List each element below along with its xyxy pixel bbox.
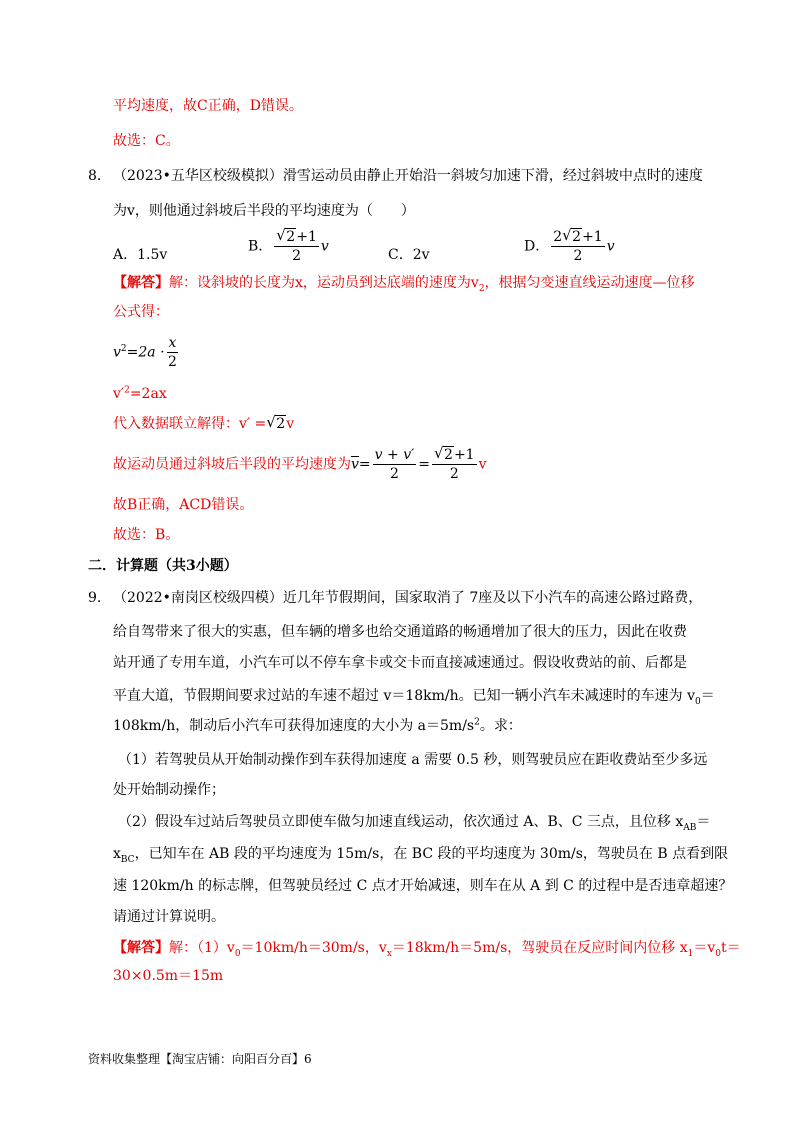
q8-option-d-label: D． — [524, 238, 550, 255]
section-title: 二．计算题（共3小题） — [88, 558, 238, 574]
q8-equation-1: $v^2=2a$ · $\frac{x}{2}$ — [113, 335, 177, 370]
q8-option-a: A．1.5v — [113, 247, 168, 263]
q8-equation-3: 代入数据联立解得：v′ = √ 2v — [113, 413, 295, 432]
q8-option-d: D． 2 √ 2+1 2 v — [524, 226, 615, 264]
q8-option-b: B． √ 2+1 2 v — [248, 226, 329, 264]
q9-part1-line2: 处开始制动操作； — [113, 782, 225, 798]
q8-equation-2: $v'^2=2ax$ — [113, 385, 167, 402]
q9-line2: 给自驾带来了很大的实惠，但车辆的增多也给交通道路的畅通增加了很大的压力，因此在收费 — [113, 624, 687, 640]
q8-stem-line2: 为v，则他通过斜坡后半段的平均速度为（ ） — [113, 203, 415, 219]
q9-part1-line1: （1）若驾驶员从开始制动操作到车获得加速度 a 需要 0.5 秒，则驾驶员应在距收费站至少多远 — [118, 752, 708, 768]
prev-answer-line: 平均速度，故C正确，D错误。 — [113, 98, 303, 114]
q9-line1: （2022•南岗区校级四模）近几年节假期间，国家取消了 7座及以下小汽车的高速公路过路费， — [113, 590, 703, 606]
page-footer: 资料收集整理【淘宝店铺：向阳百分百】6 — [88, 1052, 312, 1066]
q8-choice: 故选：B。 — [113, 527, 180, 543]
q8-answer-line2: 公式得： — [113, 304, 169, 320]
q8-option-b-label: B． — [248, 238, 273, 255]
q8-number: 8. — [88, 168, 102, 184]
q8-option-c: C．2v — [388, 247, 430, 263]
q9-part2-line4: 请通过计算说明。 — [113, 909, 225, 925]
q8-stem-line1: （2023•五华区校级模拟）滑雪运动员由静止开始沿一斜坡匀加速下滑，经过斜坡中点时的速度 — [113, 168, 703, 184]
q8-option-d-fraction: 2 √ 2+1 2 — [553, 226, 603, 264]
prev-answer-choice: 故选：C。 — [113, 133, 180, 149]
q9-answer-tag: 【解答】 — [113, 940, 169, 956]
q9-line5: 108km/h，制动后小汽车可获得加速度的大小为 $a=5m/s^2$。求： — [113, 717, 522, 734]
q9-line4: 平直大道，节假期间要求过站的车速不超过 v＝18km/h。已知一辆小汽车未减速时的车速为 $v_0=$ — [113, 688, 715, 707]
q8-equation-4: 故运动员通过斜坡后半段的平均速度为$\overline{v}=$ $\frac{v + v'}{2}$ = √ 2+1 2 v — [113, 444, 487, 482]
q9-part2-line1: （2）假设车过站后驾驶员立即使车做匀加速直线运动，依次通过 A、B、C 三点，且位移 $x_{AB}=$ — [118, 814, 711, 833]
q8-answer-line1: 【解答】解：设斜坡的长度为x，运动员到达底端的速度为$v_2$，根据匀变速直线运动速度—位移 — [113, 275, 695, 294]
q8-answer-tag: 【解答】 — [113, 275, 169, 291]
q9-part2-line3: 速 120km/h 的标志牌，但驾驶员经过 C 点才开始减速，则车在从 A 到 C 的过程中是否违章超速？ — [113, 878, 733, 894]
q9-answer-line1: 【解答】解：$(1)v_0=10km/h=30m/s$，$v_x=18km/h=5m/s$，驾驶员在反应时间内位移 $x_1=v_0t=$ — [113, 940, 741, 959]
q9-line3: 站开通了专用车道，小汽车可以不停车拿卡或交卡而直接减速通过。假设收费站的前、后都是 — [113, 655, 687, 671]
q9-number: 9. — [88, 590, 102, 606]
q8-option-b-fraction: √ 2+1 2 — [276, 226, 317, 264]
q8-conclusion: 故B正确，ACD错误。 — [113, 497, 254, 513]
q9-part2-line2: $x_{BC}$，已知车在 AB 段的平均速度为 15m/s，在 BC 段的平均速度为 30m/s，驾驶员在 B 点看到限 — [113, 846, 729, 865]
q9-answer-line2: 30×0.5m＝15m — [113, 968, 224, 984]
